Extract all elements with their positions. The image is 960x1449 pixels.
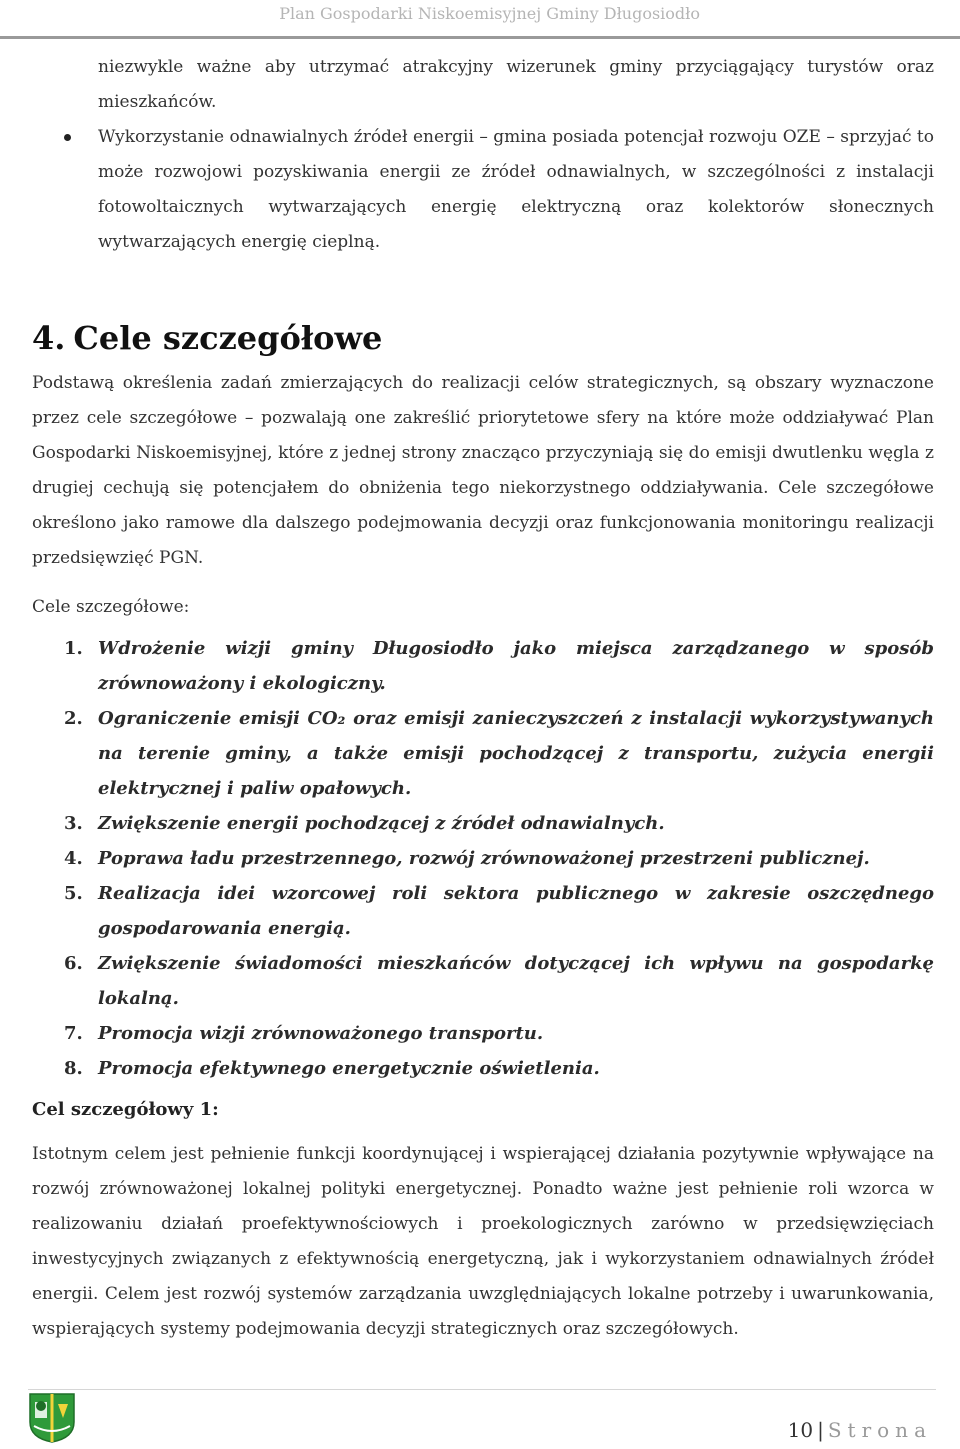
goal-text: Poprawa ładu przestrzennego, rozwój zrównoważonej przestrzeni publicznej.: [98, 848, 870, 869]
goal-item: [32, 631, 934, 701]
document-title: Plan Gospodarki Niskoemisyjnej Gminy Długosiodło: [279, 4, 700, 23]
bullet-text: Wykorzystanie odnawialnych źródeł energii – gmina posiada potencjał rozwoju OZE – sprzyjać to może rozwojowi pozyskiwania energii ze źródeł odnawialnych, w szczególności z instalacji fotowoltaicznych wytwarzających energię elektryczną oraz kolektorów słonecznych wytwarzających energię cieplną.: [98, 127, 934, 252]
goals-label: Cele szczegółowe:: [32, 597, 190, 617]
goal-text: Ograniczenie emisji CO₂ oraz emisji zanieczyszczeń z instalacji wykorzystywanych na terenie gminy, a także emisji pochodzącej z transportu, zużycia energii elektrycznej i paliw opałowych.: [98, 708, 934, 799]
subsection-heading: Cel szczegółowy 1:: [32, 1099, 219, 1120]
gmina-coat-of-arms-icon: [28, 1392, 76, 1444]
goal-number: 1.: [64, 638, 83, 659]
section-intro: Podstawą określenia zadań zmierzających do realizacji celów strategicznych, są obszary wyznaczone przez cele szczegółowe – pozwalają one zakreślić priorytetowe sfery na które może oddziaływać Plan Gospodarki Niskoemisyjnej, które z jednej strony znacząco przyczyniają się do emisji dwutlenku węgla z drugiej cechują się potencjałem do obniżenia tego niekorzystnego oddziaływania. Cele szczegółowe określono jako ramowe dla dalszego podejmowania decyzji oraz funkcjonowania monitoringu realizacji przedsięwzięć PGN.: [32, 373, 934, 568]
goal-number: 5.: [64, 883, 83, 904]
section-title: Cele szczegółowe: [73, 319, 383, 357]
footer-divider: [28, 1389, 936, 1390]
goal-number: 4.: [64, 848, 83, 869]
section-heading: [32, 318, 934, 358]
goal-number: 3.: [64, 813, 83, 834]
goal-number: 7.: [64, 1023, 83, 1044]
goal-item: [32, 841, 934, 876]
goal-item: [32, 1016, 934, 1051]
page-number: 10: [787, 1418, 814, 1442]
bullet-item: [32, 120, 934, 260]
bullet-icon: [64, 134, 71, 141]
section-number: 4.: [32, 319, 66, 357]
goal-item: [32, 876, 934, 946]
continuation-paragraph: niezwykle ważne aby utrzymać atrakcyjny wizerunek gminy przyciągający turystów oraz mieszkańców.: [98, 57, 934, 112]
page-separator: |: [817, 1418, 824, 1442]
goal-text: Promocja wizji zrównoważonego transportu.: [98, 1023, 544, 1044]
goal-text: Promocja efektywnego energetycznie oświetlenia.: [98, 1058, 600, 1079]
goal-number: 6.: [64, 953, 83, 974]
goal-item: [32, 701, 934, 806]
page-header: [0, 0, 960, 39]
page-word: Strona: [827, 1418, 932, 1442]
goal-item: [32, 1051, 934, 1086]
goal-text: Zwiększenie energii pochodzącej z źródeł odnawialnych.: [98, 813, 665, 834]
goal-text: Zwiększenie świadomości mieszkańców dotyczącej ich wpływu na gospodarkę lokalną.: [98, 953, 934, 1009]
subsection-paragraph: Istotnym celem jest pełnienie funkcji koordynującej i wspierającej działania pozytywnie wpływające na rozwój zrównoważonej lokalnej polityki energetycznej. Ponadto ważne jest pełnienie roli wzorca w realizowaniu działań proefektywnościowych i proekologicznych zarówno w przedsięwzięciach inwestycyjnych związanych z efektywnością energetyczną, jak i wykorzystaniem odnawialnych źródeł energii. Celem jest rozwój systemów zarządzania uwzględniających lokalne potrzeby i uwarunkowania, wspierających systemy podejmowania decyzji strategicznych oraz szczegółowych.: [32, 1144, 934, 1339]
goal-item: [32, 946, 934, 1016]
goal-item: [32, 806, 934, 841]
goal-number: 8.: [64, 1058, 83, 1079]
goals-list: [32, 631, 934, 1086]
goal-number: 2.: [64, 708, 83, 729]
page-number-footer: [788, 1418, 932, 1442]
goal-text: Wdrożenie wizji gminy Długosiodło jako miejsca zarządzanego w sposób zrównoważony i ekologiczny.: [98, 638, 934, 694]
page-content: [32, 50, 934, 1347]
goal-text: Realizacja idei wzorcowej roli sektora publicznego w zakresie oszczędnego gospodarowania energią.: [98, 883, 934, 939]
